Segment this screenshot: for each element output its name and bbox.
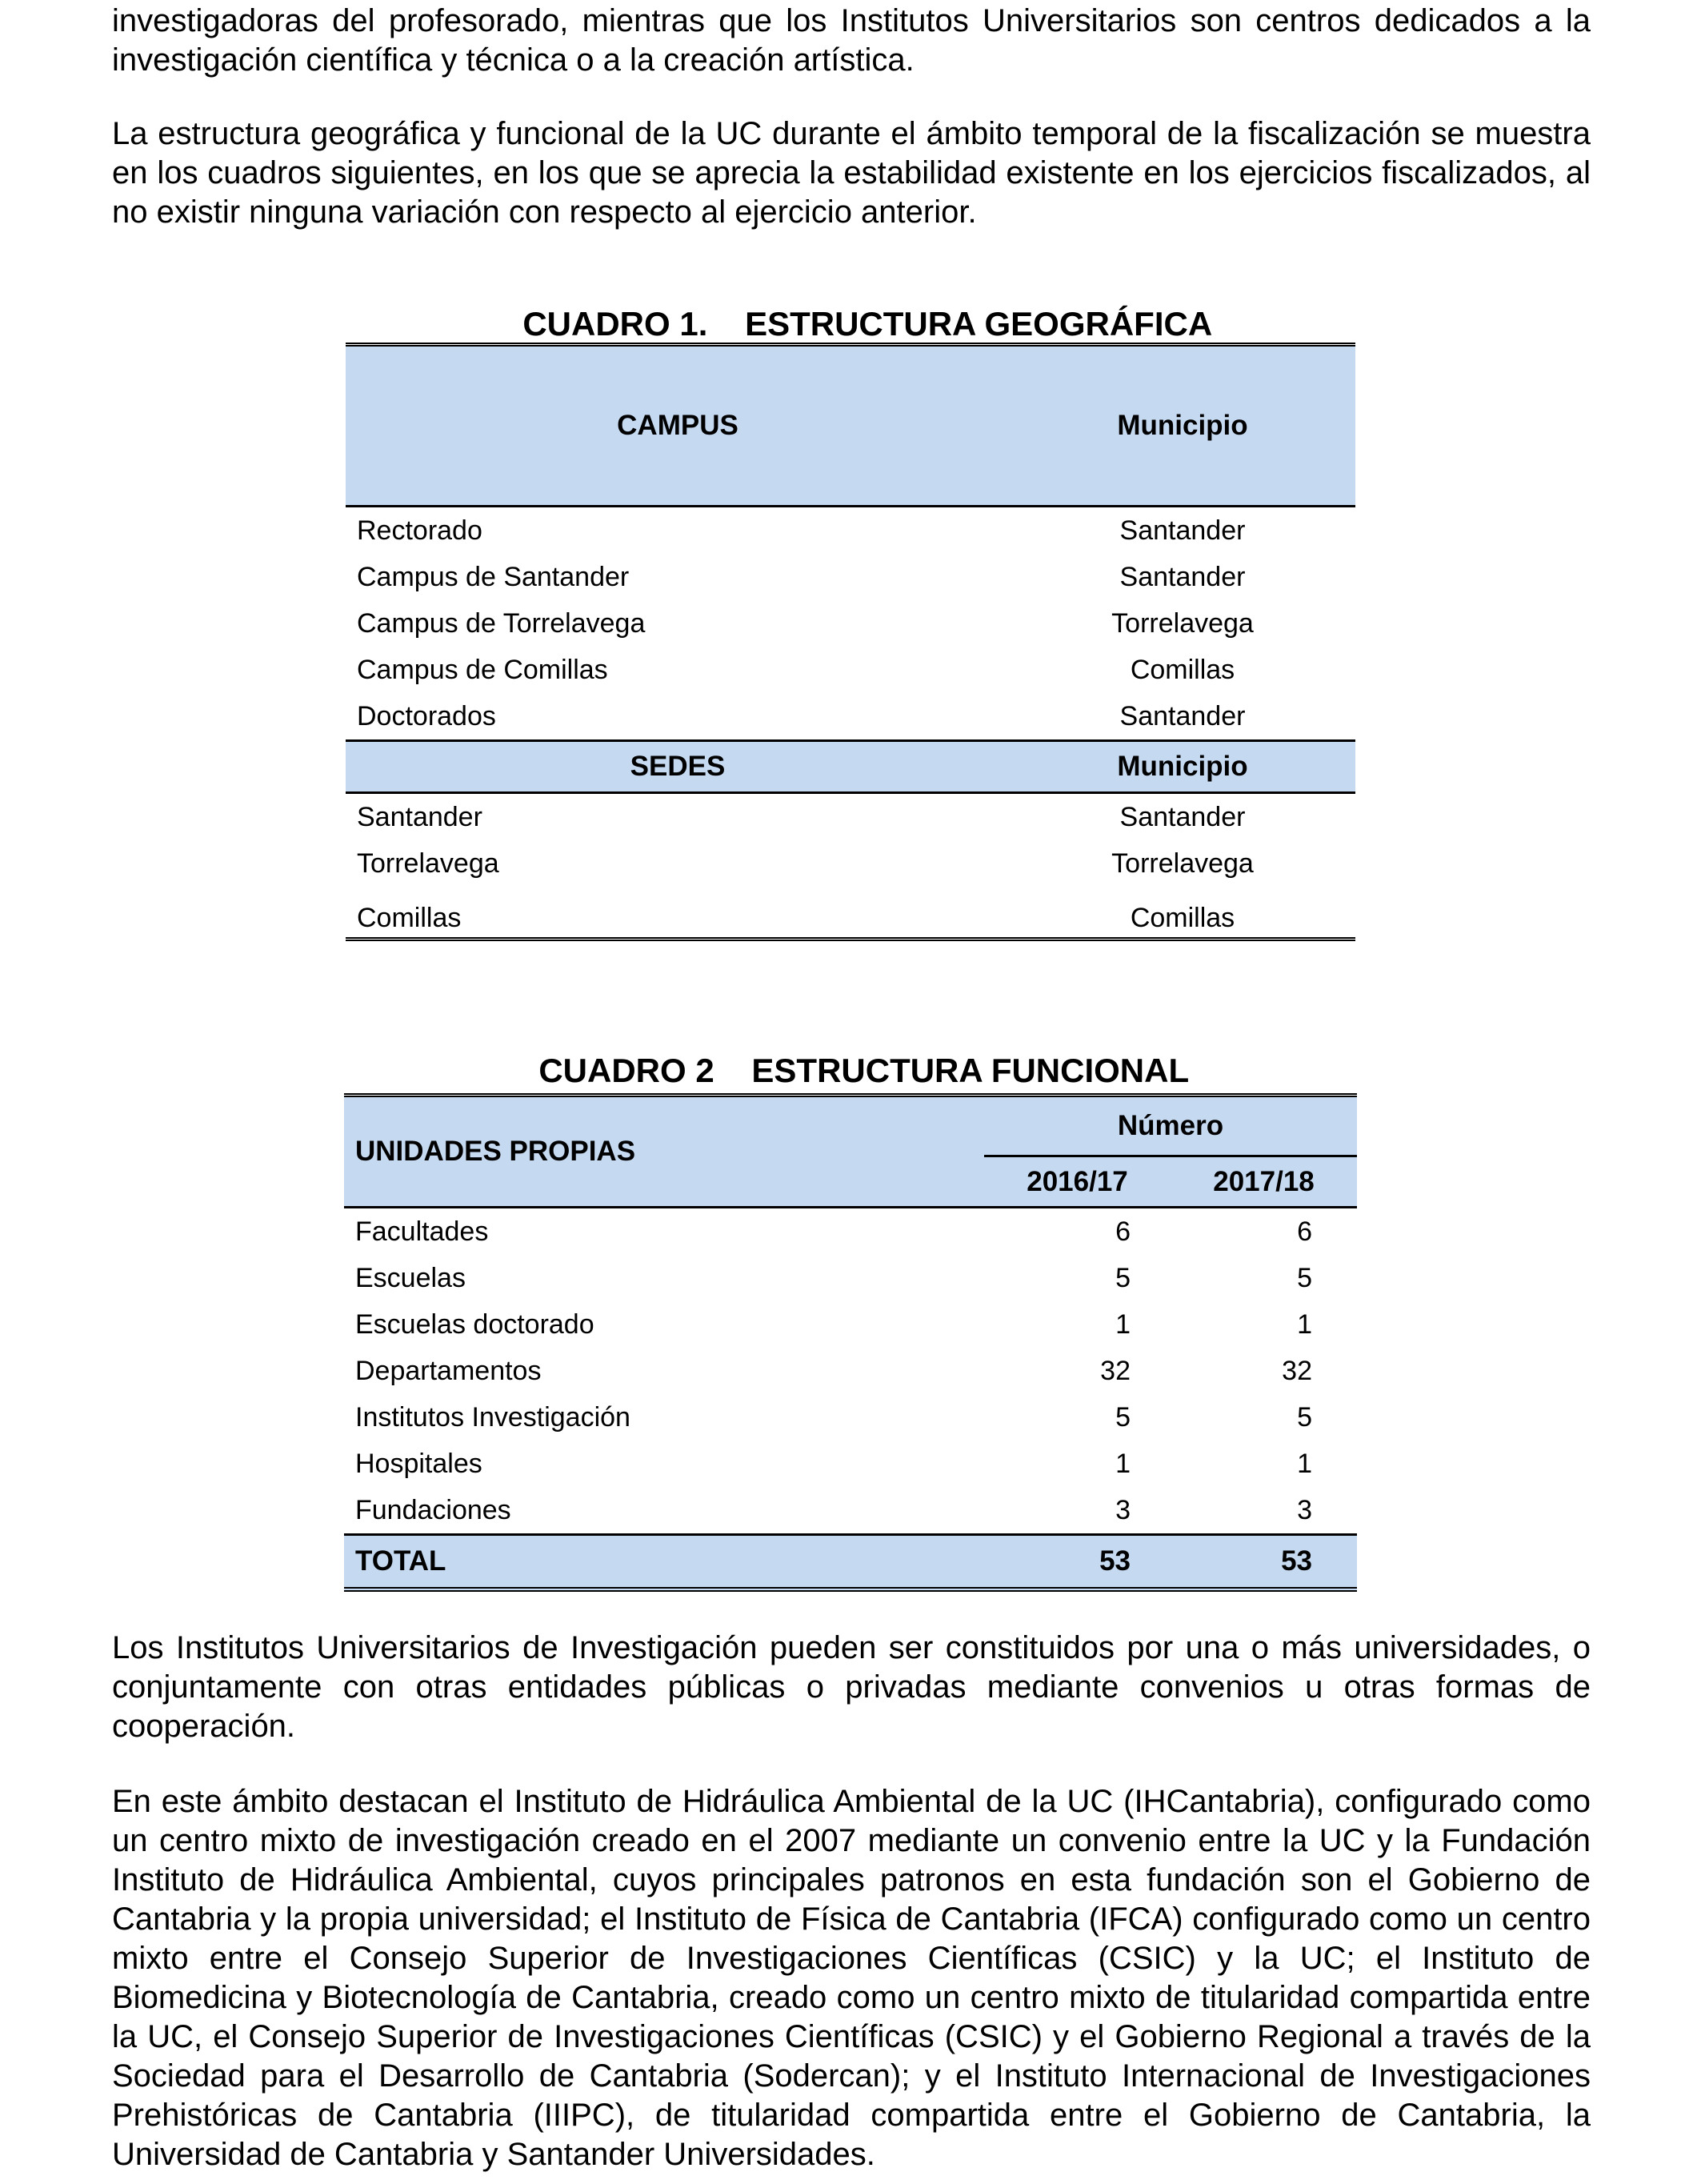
row-name: Doctorados [357,700,496,731]
row-municipio: Santander [1119,561,1246,592]
value-2017-18: 1 [1297,1308,1312,1340]
year-header-2016-17: 2016/17 [1027,1165,1128,1197]
row-municipio: Santander [1119,515,1246,546]
total-row [344,1533,1357,1592]
row-name: Campus de Santander [357,561,630,592]
outro-paragraph-2: En este ámbito destacan el Instituto de Hidráulica Ambiental de la UC (IHCantabria), configurado como un centro mixto de investigación creado en el 2007 mediante un convenio entre la UC y la Fundación Instituto de Hidráulica Ambiental, cuyos principales patronos en esta fundación son el Gobierno de Cantabria y la propia universidad; el Instituto de Física de Cantabria (IFCA) configurado como un centro mixto entre el Consejo Superior de Investigaciones Científicas (CSIC) y la UC; el Instituto de Biomedicina y Biotecnología de Cantabria, creado como un centro mixto de titularidad compartida entre la UC, el Consejo Superior de Investigaciones Científicas (CSIC) y el Gobierno Regional a través de la Sociedad para el Desarrollo de Cantabria (Sodercan); y el Instituto Internacional de Investigaciones Prehistóricas de Cantabria (IIIPC), de titularidad compartida entre el Gobierno de Cantabria, la Universidad de Cantabria y Santander Universidades. [112,1784,1591,2172]
table-row [346,794,1355,840]
sedes-header-row [346,739,1355,794]
table-row [344,1301,1357,1348]
table-row [346,693,1355,739]
table-row [346,647,1355,693]
row-name: Campus de Comillas [357,654,608,685]
value-2017-18: 6 [1297,1216,1312,1247]
units-header-row [344,1097,1357,1208]
row-municipio: Comillas [1130,654,1235,685]
sedes-rows [346,794,1355,941]
value-2017-18: 5 [1297,1262,1312,1293]
value-2016-17: 3 [1115,1494,1131,1525]
row-name: Rectorado [357,515,482,546]
number-header: Número [984,1097,1357,1157]
table-row [346,600,1355,647]
cuadro1-heading: ESTRUCTURA GEOGRÁFICA [745,305,1213,343]
value-2017-18: 32 [1282,1355,1312,1386]
years-header [984,1157,1357,1206]
row-name: Campus de Torrelavega [357,607,646,639]
unit-label: Fundaciones [355,1494,511,1525]
table-row [346,554,1355,600]
value-2017-18: 3 [1297,1494,1312,1525]
row-municipio: Comillas [1130,903,1235,933]
table-row [346,887,1355,941]
row-name: Torrelavega [357,848,499,879]
total-label: TOTAL [355,1545,446,1577]
table-row [344,1208,1357,1255]
row-name: Santander [357,801,482,832]
row-municipio: Santander [1119,801,1246,832]
value-2016-17: 1 [1115,1308,1131,1340]
table-row [344,1441,1357,1487]
row-municipio: Torrelavega [1111,607,1254,639]
value-2016-17: 5 [1115,1401,1131,1433]
sedes-header: SEDES [630,751,726,782]
geographic-structure-table [346,343,1355,941]
number-header-block [984,1097,1357,1206]
total-2017-18: 53 [1281,1545,1312,1577]
campus-header: CAMPUS [617,410,738,441]
campus-header-row [346,347,1355,507]
table-row [344,1348,1357,1394]
unit-label: Institutos Investigación [355,1401,630,1433]
total-2016-17: 53 [1099,1545,1131,1577]
table-row [344,1487,1357,1533]
cuadro2-heading: ESTRUCTURA FUNCIONAL [751,1052,1190,1089]
sedes-municipio-header: Municipio [1117,751,1248,782]
value-2016-17: 6 [1115,1216,1131,1247]
cuadro2-number: CUADRO 2 [538,1052,714,1089]
value-2017-18: 1 [1297,1448,1312,1479]
unit-label: Hospitales [355,1448,482,1479]
units-rows [344,1208,1357,1533]
value-2016-17: 1 [1115,1448,1131,1479]
value-2017-18: 5 [1297,1401,1312,1433]
row-municipio: Torrelavega [1111,848,1254,879]
intro-paragraph-1: investigadoras del profesorado, mientras que los Institutos Universitarios son centros dedicados a la investigación científica y técnica o a la creación artística. [112,3,1591,78]
unit-label: Escuelas doctorado [355,1308,594,1340]
intro-paragraph-2: La estructura geográfica y funcional de la UC durante el ámbito temporal de la fiscalización se muestra en los cuadros siguientes, en los que se aprecia la estabilidad existente en los ejercicios fiscalizados, al no existir ninguna variación con respecto al ejercicio anterior. [112,116,1591,230]
functional-structure-table [344,1093,1357,1592]
value-2016-17: 32 [1100,1355,1131,1386]
table-row [346,840,1355,887]
unit-label: Departamentos [355,1355,542,1386]
cuadro2-title [520,1013,1189,1090]
outro-paragraph-1: Los Institutos Universitarios de Investigación pueden ser constituidos por una o más universidades, o conjuntamente con otras entidades públicas o privadas mediante convenios u otras formas de cooperación. [112,1630,1591,1744]
table-row [346,507,1355,554]
municipio-header: Municipio [1117,410,1248,441]
row-municipio: Santander [1119,700,1246,731]
cuadro1-number: CUADRO 1. [522,305,708,343]
year-header-2017-18: 2017/18 [1213,1165,1315,1197]
table-row [344,1255,1357,1301]
table-row [344,1394,1357,1441]
unit-label: Escuelas [355,1262,466,1293]
row-name: Comillas [357,903,462,933]
unit-label: Facultades [355,1216,489,1247]
cuadro1-title [504,266,1212,343]
campus-rows [346,507,1355,739]
value-2016-17: 5 [1115,1262,1131,1293]
units-header: UNIDADES PROPIAS [355,1136,636,1167]
